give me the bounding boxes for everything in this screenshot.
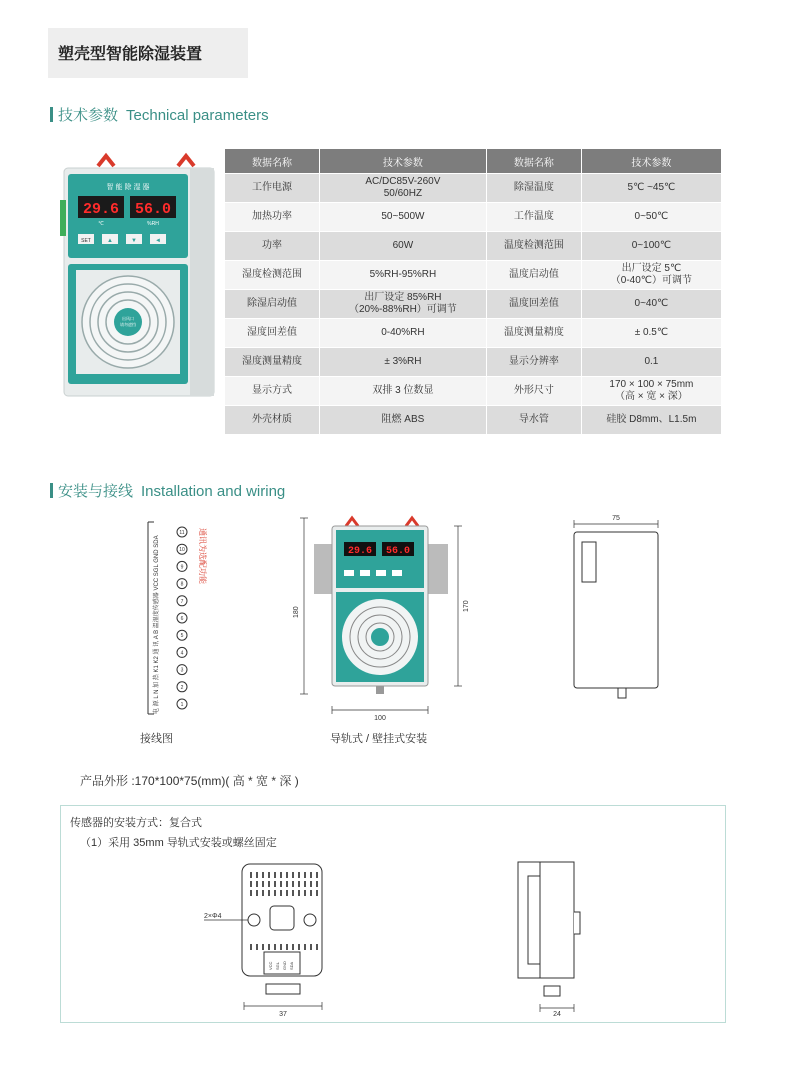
wiring-diagram xyxy=(140,518,220,718)
table-cell-line: 0-40%RH xyxy=(381,327,425,338)
wiring-terminal-number: 6 xyxy=(180,616,184,622)
sensor-hole-label: 2×Φ4 xyxy=(204,913,222,920)
sensor-side-diagram xyxy=(506,858,596,1018)
vent-slot xyxy=(286,890,288,896)
table-cell xyxy=(486,406,581,435)
wiring-terminal-number: 10 xyxy=(179,547,185,554)
wiring-terminal-number: 5 xyxy=(180,633,184,640)
vent-slot xyxy=(280,890,282,896)
vent-slot xyxy=(280,872,282,878)
vent-slot xyxy=(268,890,270,896)
table-cell-line: 外形尺寸 xyxy=(513,385,554,396)
side-view-diagram xyxy=(566,514,666,710)
section-heading-tech xyxy=(50,104,269,125)
dim-height-inner: 170 xyxy=(463,600,470,612)
sensor-line-2: （1）采用 35mm 导轨式安装或螺丝固定 xyxy=(80,837,277,849)
table-cell-line: 0~100℃ xyxy=(631,240,672,251)
device-warning-2: 请勿遮挡 xyxy=(120,322,136,327)
wiring-terminal-number: 3 xyxy=(180,667,184,674)
vent-slot xyxy=(268,944,270,950)
table-cell xyxy=(581,290,721,319)
table-cell xyxy=(486,261,581,290)
wiring-labels: 电 源 L N 加 热 K1 K2 通 讯 A B 温湿度传感器 VCC SGL GND SDA xyxy=(154,535,160,714)
vent-slot xyxy=(298,881,300,887)
table-cell xyxy=(486,290,581,319)
table-cell xyxy=(319,174,486,203)
table-cell xyxy=(319,348,486,377)
table-cell xyxy=(581,203,721,232)
table-cell xyxy=(319,290,486,319)
sensor-pin-sda: SDA xyxy=(289,961,294,970)
wiring-terminal-number: 8 xyxy=(180,581,184,588)
table-cell-line: 170 × 100 × 75mm xyxy=(609,379,694,390)
vent-slot xyxy=(274,944,276,950)
wiring-terminal-number: 9 xyxy=(180,564,184,571)
table-cell xyxy=(225,203,320,232)
wiring-terminal-number: 7 xyxy=(180,598,184,605)
heading-en: Technical parameters xyxy=(126,107,269,124)
vent-slot xyxy=(304,881,306,887)
heading-bar xyxy=(50,107,53,122)
heading-en: Installation and wiring xyxy=(141,483,286,500)
table-cell xyxy=(225,174,320,203)
table-cell xyxy=(486,203,581,232)
table-cell-line: 5℃ ~45℃ xyxy=(627,182,676,193)
vent-slot xyxy=(250,872,252,878)
table-cell-line: 湿度测量精度 xyxy=(241,356,302,367)
table-cell xyxy=(581,406,721,435)
vent-slot xyxy=(316,944,318,950)
heading-cn: 安装与接线 xyxy=(58,483,134,500)
table-cell xyxy=(319,232,486,261)
device-panel-title: 智 能 除 湿 器 xyxy=(106,184,150,191)
vent-slot xyxy=(286,881,288,887)
vent-slot xyxy=(256,881,258,887)
heading-cn: 技术参数 xyxy=(58,107,119,124)
table-cell-line: ± 3%RH xyxy=(384,356,422,367)
table-cell-line: 除湿温度 xyxy=(513,182,554,193)
vent-slot xyxy=(256,872,258,878)
table-cell-line: 0~40℃ xyxy=(634,298,669,309)
table-cell xyxy=(581,261,721,290)
table-cell xyxy=(581,232,721,261)
table-cell-line: 温度测量精度 xyxy=(503,327,564,338)
vent-slot xyxy=(262,872,264,878)
sensor-front-diagram xyxy=(196,858,346,1018)
vent-slot xyxy=(274,872,276,878)
device-label-left: ℃ xyxy=(98,221,104,227)
table-row xyxy=(225,377,722,406)
table-cell-line: 出厂设定 5℃ xyxy=(621,263,682,274)
table-cell xyxy=(225,406,320,435)
vent-slot xyxy=(262,890,264,896)
vent-slot xyxy=(256,890,258,896)
table-cell-line: 5%RH-95%RH xyxy=(369,269,437,280)
table-cell xyxy=(319,319,486,348)
table-cell xyxy=(581,348,721,377)
table-cell-line: 0.1 xyxy=(644,356,659,367)
vent-slot xyxy=(280,944,282,950)
table-header-cell: 数据名称 xyxy=(486,149,581,174)
vent-slot xyxy=(298,872,300,878)
table-row xyxy=(225,174,722,203)
vent-slot xyxy=(292,890,294,896)
vent-slot xyxy=(286,872,288,878)
vent-slot xyxy=(262,881,264,887)
sensor-dim-depth: 24 xyxy=(553,1011,561,1018)
page-title: 塑壳型智能除湿装置 xyxy=(58,46,203,63)
vent-slot xyxy=(304,890,306,896)
vent-slot xyxy=(286,944,288,950)
sensor-pin-gnd: GND xyxy=(282,961,287,970)
table-cell-line: 出厂设定 85%RH xyxy=(364,292,442,303)
table-row xyxy=(225,319,722,348)
table-cell xyxy=(225,319,320,348)
vent-slot xyxy=(310,890,312,896)
vent-slot xyxy=(262,944,264,950)
table-cell-line: 双排 3 位数显 xyxy=(372,385,434,396)
table-cell-line: 功率 xyxy=(261,240,282,251)
table-row xyxy=(225,261,722,290)
table-cell-line: 硅胶 D8mm、L1.5m xyxy=(606,414,697,425)
table-cell xyxy=(486,232,581,261)
table-cell xyxy=(319,203,486,232)
heading-bar xyxy=(50,483,53,498)
device-button-set: SET xyxy=(81,238,91,244)
table-cell xyxy=(319,261,486,290)
vent-slot xyxy=(310,944,312,950)
table-cell-line: 阻燃 ABS xyxy=(381,414,425,425)
table-cell-line: 湿度检测范围 xyxy=(241,269,302,280)
table-cell xyxy=(486,348,581,377)
sensor-pin-sgl: SGL xyxy=(275,961,280,970)
dim-depth: 75 xyxy=(612,515,620,522)
table-row xyxy=(225,203,722,232)
table-cell xyxy=(319,406,486,435)
vent-slot xyxy=(292,944,294,950)
vent-slot xyxy=(316,890,318,896)
sensor-pin-vcc: VCC xyxy=(268,961,273,970)
vent-slot xyxy=(310,872,312,878)
device-button-down: ▼ xyxy=(131,238,137,244)
table-cell-line: 60W xyxy=(392,240,414,251)
table-header-cell: 技术参数 xyxy=(319,149,486,174)
table-row xyxy=(225,406,722,435)
table-cell-line: AC/DC85V-260V xyxy=(365,176,441,187)
table-cell-line: （20%-88%RH）可调节 xyxy=(349,304,457,315)
mount-caption: 导轨式 / 壁挂式安装 xyxy=(330,733,428,745)
wiring-terminal-number: 1 xyxy=(180,702,184,708)
dim-height-outer: 180 xyxy=(293,606,300,618)
vent-slot xyxy=(250,890,252,896)
wiring-terminal-number: 2 xyxy=(180,684,184,691)
device-button-left: ◄ xyxy=(155,238,161,244)
table-cell-line: 温度检测范围 xyxy=(503,240,564,251)
table-cell-line: （0-40℃）可调节 xyxy=(610,275,693,286)
sensor-line-1: 传感器的安装方式：复合式 xyxy=(70,817,202,829)
vent-slot xyxy=(310,881,312,887)
vent-slot xyxy=(316,881,318,887)
table-cell xyxy=(225,348,320,377)
vent-slot xyxy=(292,881,294,887)
device-label-right: %RH xyxy=(147,221,159,227)
vent-slot xyxy=(268,881,270,887)
table-cell-line: 导水管 xyxy=(518,414,549,425)
table-row xyxy=(225,290,722,319)
vent-slot xyxy=(274,890,276,896)
table-cell-line: 外壳材质 xyxy=(251,414,292,425)
table-cell-line: 湿度回差值 xyxy=(246,327,297,338)
table-cell-line: 50~500W xyxy=(381,211,425,222)
table-cell xyxy=(225,232,320,261)
vent-slot xyxy=(250,881,252,887)
mount-diagram xyxy=(286,514,476,724)
device-warning-1: 出风口 xyxy=(122,316,134,321)
table-cell-line: 0~50℃ xyxy=(634,211,669,222)
device-button-up: ▲ xyxy=(107,238,113,244)
wiring-terminal-number: 11 xyxy=(179,530,185,536)
table-header-row xyxy=(225,149,722,174)
table-row xyxy=(225,232,722,261)
mount-display-right: 56.0 xyxy=(385,546,411,557)
vent-slot xyxy=(274,881,276,887)
vent-slot xyxy=(298,944,300,950)
table-cell xyxy=(581,174,721,203)
table-cell xyxy=(486,377,581,406)
sensor-dim-width: 37 xyxy=(279,1011,287,1018)
table-header-cell: 数据名称 xyxy=(225,149,320,174)
vent-slot xyxy=(268,872,270,878)
table-cell-line: （高 × 宽 × 深） xyxy=(615,391,688,402)
table-cell xyxy=(225,261,320,290)
table-cell-line: 温度回差值 xyxy=(508,298,559,309)
device-display-left: 29.6 xyxy=(82,201,120,218)
table-cell xyxy=(319,377,486,406)
vent-slot xyxy=(298,890,300,896)
dim-width: 100 xyxy=(374,715,386,722)
table-cell-line: 加热功率 xyxy=(251,211,292,222)
wiring-note: 通讯为选配功能 xyxy=(198,528,207,584)
table-cell xyxy=(581,319,721,348)
vent-slot xyxy=(256,944,258,950)
table-cell-line: 温度启动值 xyxy=(508,269,559,280)
table-header-cell: 技术参数 xyxy=(581,149,721,174)
vent-slot xyxy=(250,944,252,950)
table-cell-line: 50/60HZ xyxy=(383,188,423,199)
product-shape-text: 产品外形 :170*100*75(mm)( 高 * 宽 * 深 ) xyxy=(80,774,299,788)
wiring-terminal-number: 4 xyxy=(180,650,184,657)
vent-slot xyxy=(316,872,318,878)
device-photo xyxy=(60,152,216,398)
table-cell-line: 工作电源 xyxy=(251,182,292,193)
table-cell xyxy=(581,377,721,406)
section-heading-install xyxy=(50,480,285,501)
wiring-caption: 接线图 xyxy=(140,733,173,745)
table-cell xyxy=(225,377,320,406)
device-display-right: 56.0 xyxy=(134,201,172,218)
table-row xyxy=(225,348,722,377)
tech-params-table xyxy=(224,148,722,435)
table-cell-line: 工作温度 xyxy=(513,211,554,222)
table-cell xyxy=(486,174,581,203)
table-cell xyxy=(225,290,320,319)
table-cell xyxy=(486,319,581,348)
table-cell-line: ± 0.5℃ xyxy=(634,327,669,338)
vent-slot xyxy=(280,881,282,887)
table-body xyxy=(225,174,722,435)
page-title-bar xyxy=(48,28,248,78)
mount-display-left: 29.6 xyxy=(347,546,373,557)
vent-slot xyxy=(304,872,306,878)
table-cell-line: 显示分辨率 xyxy=(508,356,559,367)
table-cell-line: 除湿启动值 xyxy=(246,298,297,309)
vent-slot xyxy=(304,944,306,950)
table-cell-line: 显示方式 xyxy=(251,385,292,396)
vent-slot xyxy=(292,872,294,878)
